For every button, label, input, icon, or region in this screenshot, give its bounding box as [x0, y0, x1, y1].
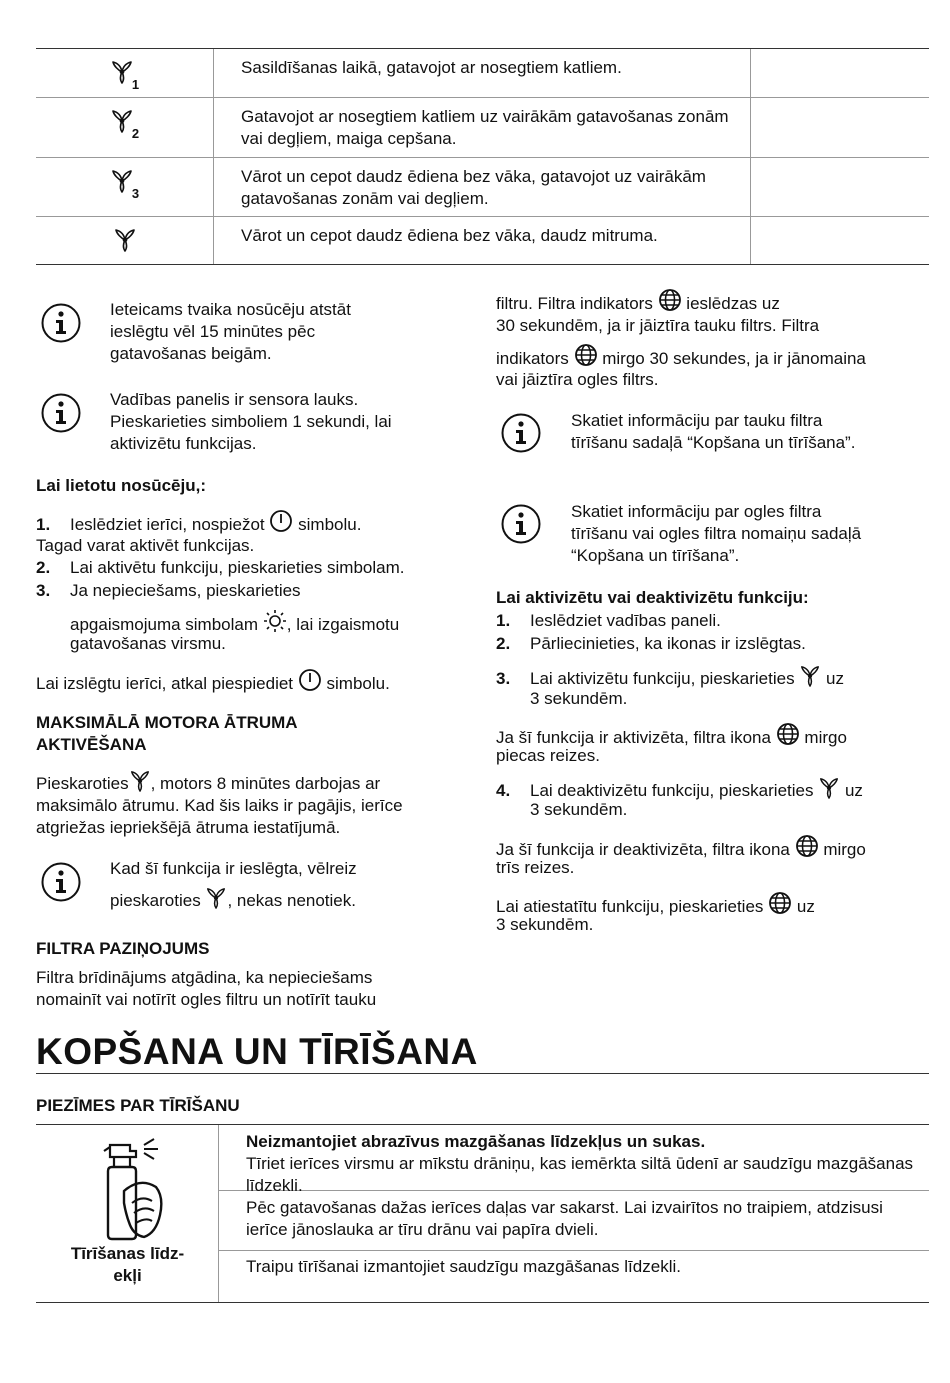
section-heading: FILTRA PAZIŅOJUMS — [36, 939, 210, 958]
table-row: Pēc gatavošanas dažas ierīces daļas var sakarst. Lai izvairītos no traipiem, atdzisusi ierīce jānoslauka ar tīru drānu vai papīra dvieli. — [219, 1191, 929, 1251]
table-row — [36, 49, 929, 98]
description-cell: Gatavojot ar nosegtiem katliem uz vairākām gatavošanas zonām vai degļiem, maiga cepšana. — [214, 98, 751, 157]
table-row: Traipu tīrīšanai izmantojiet saudzīgu mazgāšanas līdzekli. — [246, 1257, 681, 1276]
step-item: 3 sekundēm. — [530, 689, 628, 708]
fan-cell — [36, 98, 214, 157]
step-item: gatavošanas virsmu. — [70, 634, 226, 653]
description-cell: Sasildīšanas laikā, gatavojot ar nosegtiem katliem. — [214, 49, 751, 97]
step-note: Ja šī funkcija ir aktivizēta, filtra ikona mirgo — [496, 722, 847, 749]
filter-globe-icon — [574, 343, 598, 367]
filter-text: vai jāiztīra ogles filtrs. — [496, 370, 659, 389]
cleaning-icon-label: Tīrīšanas līdz- ekļi — [70, 1244, 185, 1285]
step-item: 4. Lai deaktivizētu funkciju, pieskarieties uz — [496, 777, 863, 802]
filter-globe-icon — [658, 288, 682, 312]
step-note: trīs reizes. — [496, 858, 575, 877]
filter-globe-icon — [768, 891, 792, 915]
step-item: 2. Pārliecinieties, ka ikonas ir izslēgtas. — [496, 634, 806, 653]
fan-boost-icon — [129, 770, 151, 792]
info-icon — [501, 413, 541, 453]
step-item: 1. Ieslēdziet ierīci, nospiežot simbolu. — [36, 509, 361, 536]
section-heading: MAKSIMĀLĀ MOTORA ĀTRUMA AKTIVĒŠANA — [36, 713, 298, 754]
section-heading: Lai lietotu nosūcēju,: — [36, 476, 207, 495]
fan-cell — [36, 49, 214, 97]
reset-instruction: 3 sekundēm. — [496, 915, 594, 934]
table-row — [36, 217, 929, 264]
section-heading: Lai aktivizētu vai deaktivizētu funkciju: — [496, 588, 809, 607]
page-title: KOPŠANA UN TĪRĪŠANA — [36, 1031, 478, 1072]
cleaning-icon-cell — [36, 1125, 219, 1302]
description-cell: Vārot un cepot daudz ēdiena bez vāka, daudz mitruma. — [214, 217, 751, 264]
fan-3-icon: 3 — [110, 168, 139, 216]
step-note: Tagad varat aktivēt funkcijas. — [36, 536, 255, 555]
table-row: Neizmantojiet abrazīvus mazgāšanas līdzekļus un sukas. Tīriet ierīces virsmu ar mīkstu drāniņu, kas iemērkta siltā ūdenī ar saudzīgu mazgāšanas līdzekli. — [219, 1125, 929, 1191]
filter-text: Filtra brīdinājums atgādina, ka nepieciešams nomainīt vai notīrīt ogles filtru un notīrīt tauku — [36, 968, 377, 1009]
filter-text: 30 sekundēm, ja ir jāiztīra tauku filtrs. Filtra — [496, 316, 820, 335]
info-icon — [501, 504, 541, 544]
info-note: Vadības panelis ir sensora lauks. Pieskarieties simboliem 1 sekundi, lai aktivizētu funkcijas. — [110, 390, 392, 453]
step-note: piecas reizes. — [496, 746, 600, 765]
power-icon — [269, 509, 293, 533]
step-item: 1. Ieslēdziet vadības paneli. — [496, 611, 721, 630]
fan-boost-icon — [205, 887, 227, 909]
cleaning-spray-icon — [100, 1137, 166, 1243]
step-item: 2. Lai aktivētu funkciju, pieskarieties simbolam. — [36, 558, 405, 577]
fan-boost-icon — [799, 665, 821, 687]
power-icon — [298, 668, 322, 692]
info-note: pieskaroties , nekas nenotiek. — [110, 887, 356, 912]
info-note: Skatiet informāciju par tauku filtra tīrīšanu sadaļā “Kopšana un tīrīšana”. — [571, 411, 856, 452]
section-heading: PIEZĪMES PAR TĪRĪŠANU — [36, 1096, 240, 1115]
step-item: apgaismojuma simbolam , lai izgaismotu — [70, 609, 399, 636]
info-note: Skatiet informāciju par ogles filtra tīrīšanu vai ogles filtra nomaiņu sadaļā “Kopšana un tīrīšana”. — [571, 502, 862, 565]
info-note: Ieteicams tvaika nosūcēju atstāt ieslēgtu vēl 15 minūtes pēc gatavošanas beigām. — [110, 300, 351, 363]
filter-globe-icon — [776, 722, 800, 746]
reset-instruction: Lai atiestatītu funkciju, pieskarieties uz — [496, 891, 815, 918]
table-row — [36, 98, 929, 158]
title-divider — [36, 1073, 929, 1074]
step-item: 3. Ja nepieciešams, pieskarieties — [36, 581, 301, 600]
description-cell: Vārot un cepot daudz ēdiena bez vāka, gatavojot uz vairākām gatavošanas zonām vai degļiem. — [214, 158, 751, 216]
max-speed-text: Pieskaroties , motors 8 minūtes darbojas ar maksimālo ātrumu. Kad šis laiks ir pagājis, ierīce atgriežas iepriekšējā ātruma iestatījumā. — [36, 770, 466, 839]
table-row — [36, 158, 929, 217]
fan-boost-icon — [113, 227, 137, 264]
light-icon — [263, 609, 287, 633]
info-icon — [41, 393, 81, 433]
filter-globe-icon — [795, 834, 819, 858]
fan-2-icon: 2 — [110, 108, 139, 157]
fan-1-icon: 1 — [110, 59, 139, 97]
fan-boost-icon — [818, 777, 840, 799]
fan-cell — [36, 217, 214, 264]
filter-text: indikators mirgo 30 sekundes, ja ir jānomaina — [496, 343, 866, 370]
cleaning-table — [36, 1124, 929, 1303]
fan-speed-table — [36, 48, 929, 265]
step-note: Ja šī funkcija ir deaktivizēta, filtra ikona mirgo — [496, 834, 866, 861]
cleaning-notes — [219, 1125, 929, 1302]
step-item: 3 sekundēm. — [530, 800, 628, 819]
info-icon — [41, 303, 81, 343]
info-note: Kad šī funkcija ir ieslēgta, vēlreiz — [110, 859, 357, 878]
fan-cell — [36, 158, 214, 216]
filter-text: filtru. Filtra indikators ieslēdzas uz — [496, 288, 780, 315]
step-item: 3. Lai aktivizētu funkciju, pieskarieties uz — [496, 665, 844, 690]
off-instruction: Lai izslēgtu ierīci, atkal piespiediet simbolu. — [36, 668, 390, 695]
info-icon — [41, 862, 81, 902]
